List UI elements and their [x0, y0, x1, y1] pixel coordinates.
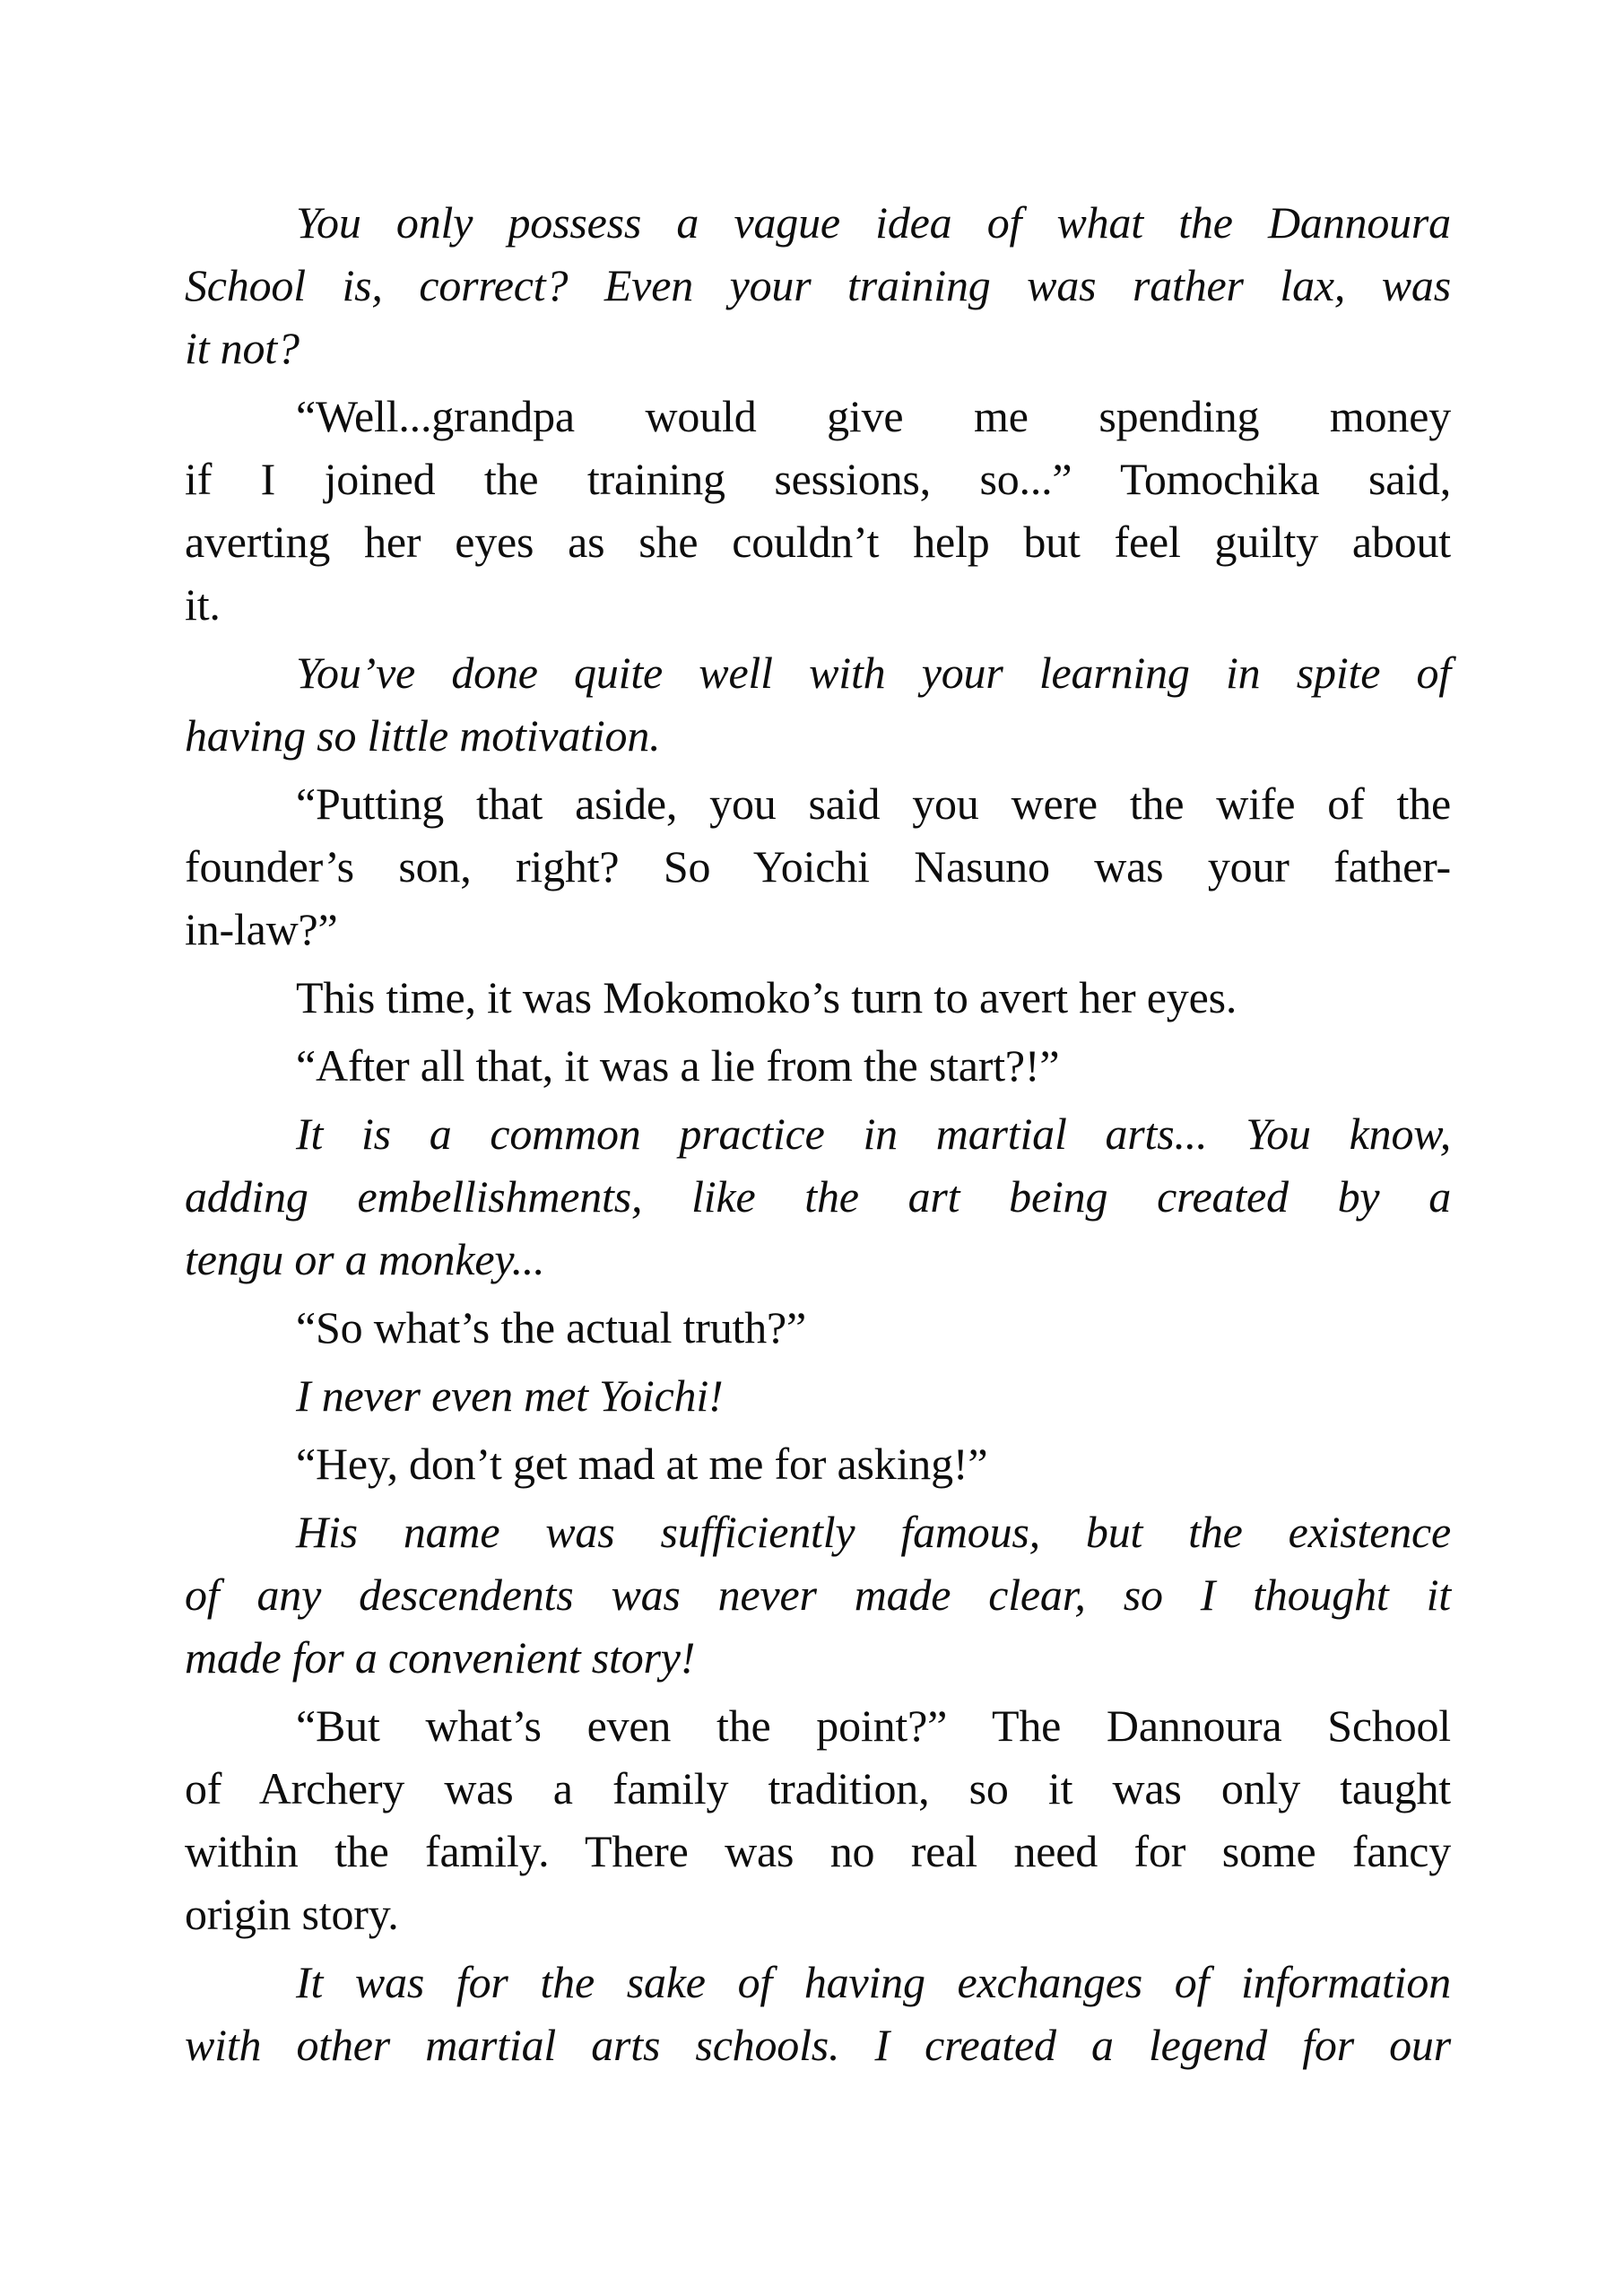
- paragraph: [185, 1694, 1451, 1945]
- text-line: “Hey, don’t get mad at me for asking!”: [296, 1439, 988, 1489]
- text-line: tengu or a monkey...: [185, 1234, 545, 1284]
- paragraph: [185, 1500, 1451, 1689]
- text-line: in-law?”: [185, 904, 338, 954]
- text-line: made for a convenient story!: [185, 1632, 696, 1683]
- text-line: It is a common practice in martial arts... You know,: [296, 1109, 1451, 1159]
- paragraph: [185, 1432, 1451, 1495]
- paragraph: [185, 191, 1451, 379]
- text-line: averting her eyes as she couldn’t help but feel guilty about: [185, 517, 1451, 567]
- paragraph: [185, 1296, 1451, 1359]
- paragraph: [185, 1951, 1451, 2076]
- text-line: “So what’s the actual truth?”: [296, 1302, 807, 1352]
- text-line: of any descendents was never made clear, so I thought it: [185, 1570, 1451, 1620]
- text-line: You only possess a vague idea of what the Dannoura: [296, 197, 1451, 248]
- text-line: His name was sufficiently famous, but the existence: [296, 1507, 1451, 1557]
- text-line: with other martial arts schools. I created a legend for our: [185, 2020, 1451, 2070]
- page-text-block: [185, 191, 1451, 2082]
- text-line: “Well...grandpa would give me spending money: [296, 391, 1451, 441]
- paragraph: [185, 641, 1451, 767]
- text-line: founder’s son, right? So Yoichi Nasuno was your father-: [185, 841, 1451, 891]
- text-line: having so little motivation.: [185, 710, 661, 761]
- paragraph: [185, 1034, 1451, 1097]
- text-line: adding embellishments, like the art being created by a: [185, 1171, 1451, 1222]
- text-line: it.: [185, 579, 221, 630]
- paragraph: [185, 966, 1451, 1029]
- text-line: I never even met Yoichi!: [296, 1370, 724, 1421]
- text-line: it not?: [185, 323, 300, 373]
- text-line: if I joined the training sessions, so...” Tomochika said,: [185, 454, 1451, 504]
- paragraph: [185, 385, 1451, 636]
- text-line: “Putting that aside, you said you were the wife of the: [296, 778, 1451, 829]
- text-line: of Archery was a family tradition, so it was only taught: [185, 1763, 1451, 1813]
- text-line: It was for the sake of having exchanges of information: [296, 1957, 1451, 2007]
- text-line: School is, correct? Even your training was rather lax, was: [185, 260, 1451, 310]
- text-line: You’ve done quite well with your learning in spite of: [296, 648, 1451, 698]
- paragraph: [185, 772, 1451, 961]
- text-line: “But what’s even the point?” The Dannoura School: [296, 1700, 1451, 1751]
- text-line: origin story.: [185, 1889, 399, 1939]
- text-line: within the family. There was no real need for some fancy: [185, 1826, 1451, 1876]
- text-line: This time, it was Mokomoko’s turn to avert her eyes.: [296, 972, 1237, 1022]
- paragraph: [185, 1102, 1451, 1291]
- paragraph: [185, 1364, 1451, 1427]
- text-line: “After all that, it was a lie from the start?!”: [296, 1040, 1060, 1091]
